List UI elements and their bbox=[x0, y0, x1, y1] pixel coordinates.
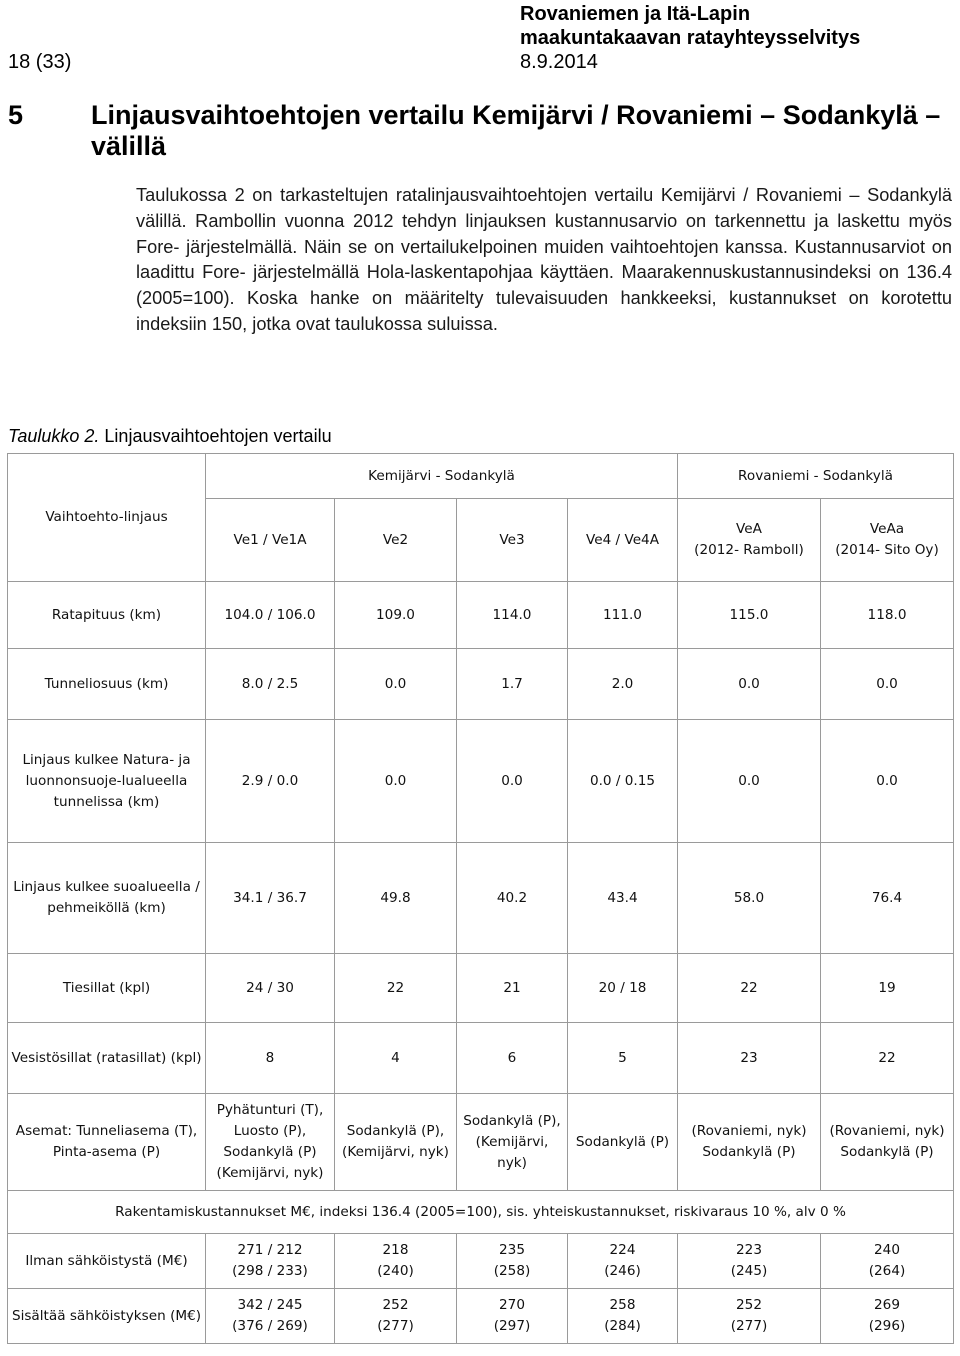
cost-value-index150: (298 / 233) bbox=[232, 1263, 308, 1279]
table-cell: 0.0 bbox=[678, 649, 821, 720]
table-cell: 0.0 bbox=[821, 720, 954, 843]
row-label-vesistosillat: Vesistösillat (ratasillat) (kpl) bbox=[8, 1023, 206, 1094]
table-cell: 111.0 bbox=[568, 582, 678, 649]
group-header-rovaniemi: Rovaniemi - Sodankylä bbox=[678, 454, 954, 499]
table-caption bbox=[8, 426, 332, 447]
table-cell: 58.0 bbox=[678, 843, 821, 954]
row-label-suo: Linjaus kulkee suoalueella / pehmeiköllä (km) bbox=[8, 843, 206, 954]
row-label-ratapituus: Ratapituus (km) bbox=[8, 582, 206, 649]
cost-value-index150: (277) bbox=[377, 1318, 414, 1334]
cost-value: 252 bbox=[382, 1297, 409, 1313]
col-header-ve4: Ve4 / Ve4A bbox=[568, 499, 678, 582]
table-cell: 104.0 / 106.0 bbox=[206, 582, 335, 649]
table-cell bbox=[678, 1234, 821, 1289]
document-title-line2: maakuntakaavan ratayhteysselvitys bbox=[520, 27, 861, 49]
table-cell: 8 bbox=[206, 1023, 335, 1094]
group-header-kemijarvi: Kemijärvi - Sodankylä bbox=[206, 454, 678, 499]
table-cell: 34.1 / 36.7 bbox=[206, 843, 335, 954]
table-cell: 0.0 / 0.15 bbox=[568, 720, 678, 843]
cost-value-index150: (277) bbox=[730, 1318, 768, 1334]
table-cell: 49.8 bbox=[335, 843, 457, 954]
chapter-title: Linjausvaihtoehtojen vertailu Kemijärvi / Rovaniemi – Sodankylä – välillä bbox=[91, 100, 941, 161]
table-cell: 2.0 bbox=[568, 649, 678, 720]
table-row-costs-header bbox=[8, 1191, 954, 1234]
table-cell: 22 bbox=[821, 1023, 954, 1094]
cost-value-index150: (264) bbox=[868, 1263, 906, 1279]
table-cell: 24 / 30 bbox=[206, 954, 335, 1023]
row-label-tiesillat: Tiesillat (kpl) bbox=[8, 954, 206, 1023]
table-cell: 40.2 bbox=[457, 843, 568, 954]
col-header-vea-note: (2012- Ramboll) bbox=[694, 542, 804, 558]
table-cell: 20 / 18 bbox=[568, 954, 678, 1023]
cost-value: 218 bbox=[382, 1242, 409, 1258]
table-cell: 43.4 bbox=[568, 843, 678, 954]
table-cell: 22 bbox=[335, 954, 457, 1023]
cost-value-index150: (245) bbox=[730, 1263, 768, 1279]
costs-header-cell: Rakentamiskustannukset M€, indeksi 136.4 (2005=100), sis. yhteiskustannukset, riskivaraus 10 %, alv 0 % bbox=[8, 1191, 954, 1234]
table-cell: 8.0 / 2.5 bbox=[206, 649, 335, 720]
col-header-ve3: Ve3 bbox=[457, 499, 568, 582]
table-row-suo bbox=[8, 843, 954, 954]
cost-value: 224 bbox=[609, 1242, 636, 1258]
table-header-row bbox=[8, 454, 954, 499]
col-header-vea-name: VeA bbox=[736, 521, 762, 537]
col-header-vea bbox=[678, 499, 821, 582]
table-cell: 0.0 bbox=[821, 649, 954, 720]
cost-value: 223 bbox=[736, 1242, 762, 1258]
table-row-ilman bbox=[8, 1234, 954, 1289]
comparison-table bbox=[7, 453, 954, 1344]
table-cell: 0.0 bbox=[335, 720, 457, 843]
table-cell: 23 bbox=[678, 1023, 821, 1094]
table-cell bbox=[457, 1289, 568, 1344]
chapter-number: 5 bbox=[8, 100, 24, 130]
table-cell: 114.0 bbox=[457, 582, 568, 649]
table-cell: 2.9 / 0.0 bbox=[206, 720, 335, 843]
table-cell: 76.4 bbox=[821, 843, 954, 954]
cost-value-index150: (240) bbox=[377, 1263, 414, 1279]
table-row-asemat bbox=[8, 1094, 954, 1191]
cost-value: 252 bbox=[736, 1297, 762, 1313]
cost-value-index150: (296) bbox=[868, 1318, 906, 1334]
cost-value-index150: (246) bbox=[604, 1263, 641, 1279]
table-cell: 4 bbox=[335, 1023, 457, 1094]
cost-value-index150: (297) bbox=[493, 1318, 531, 1334]
table-cell: Sodankylä (P) bbox=[568, 1094, 678, 1191]
body-paragraph: Taulukossa 2 on tarkasteltujen ratalinjausvaihtoehtojen vertailu Kemijärvi / Rovaniemi – Sodankylä välillä. Rambollin vuonna 2012 tehdyn linjauksen kustannusarvio on tarkennettu ja laskettu myös Fore- järjestelmällä. Näin se on vertailukelpoinen muiden vaihtoehtojen kanssa. Kustannusarviot on laadittu Fore- järjestelmällä Hola-laskentapohjaa käyttäen. Maarakennuskustannusindeksi on 136.4 (2005=100). Koska hanke on määritelty tulevaisuuden hankkeeksi, kustannukset on korotettu indeksiin 150, jotka ovat taulukossa suluissa. bbox=[136, 185, 952, 334]
table-cell: 0.0 bbox=[678, 720, 821, 843]
col-header-veaa-note: (2014- Sito Oy) bbox=[835, 542, 939, 558]
table-cell: 5 bbox=[568, 1023, 678, 1094]
table-row-vesistosillat bbox=[8, 1023, 954, 1094]
table-cell: (Rovaniemi, nyk) Sodankylä (P) bbox=[678, 1094, 821, 1191]
table-row-sisaltaa bbox=[8, 1289, 954, 1344]
table-cell: 118.0 bbox=[821, 582, 954, 649]
table-caption-text: Linjausvaihtoehtojen vertailu bbox=[104, 426, 332, 446]
col-header-veaa-name: VeAa bbox=[869, 521, 905, 537]
cost-value: 258 bbox=[609, 1297, 636, 1313]
table-cell: 0.0 bbox=[335, 649, 457, 720]
table-cell bbox=[568, 1289, 678, 1344]
cost-value: 270 bbox=[499, 1297, 525, 1313]
cost-value-index150: (258) bbox=[493, 1263, 531, 1279]
table-cell bbox=[335, 1289, 457, 1344]
col-header-ve2: Ve2 bbox=[335, 499, 457, 582]
cost-value: 235 bbox=[499, 1242, 525, 1258]
table-row-ratapituus bbox=[8, 582, 954, 649]
table-cell bbox=[821, 1234, 954, 1289]
table-cell bbox=[678, 1289, 821, 1344]
table-caption-label: Taulukko 2. bbox=[8, 426, 100, 446]
table-cell bbox=[821, 1289, 954, 1344]
table-cell: 1.7 bbox=[457, 649, 568, 720]
table-cell: Sodankylä (P), (Kemijärvi, nyk) bbox=[335, 1094, 457, 1191]
cost-value: 240 bbox=[874, 1242, 900, 1258]
cost-value: 271 / 212 bbox=[237, 1242, 303, 1258]
table-cell bbox=[568, 1234, 678, 1289]
table-cell: Pyhätunturi (T), Luosto (P), Sodankylä (P) (Kemijärvi, nyk) bbox=[206, 1094, 335, 1191]
document-title bbox=[520, 2, 950, 50]
document-title-line1: Rovaniemen ja Itä-Lapin bbox=[520, 3, 751, 25]
col-header-ve1: Ve1 / Ve1A bbox=[206, 499, 335, 582]
row-label-ilman: Ilman sähköistystä (M€) bbox=[8, 1234, 206, 1289]
table-cell: 6 bbox=[457, 1023, 568, 1094]
row-label-sisaltaa: Sisältää sähköistyksen (M€) bbox=[8, 1289, 206, 1344]
table-cell: 22 bbox=[678, 954, 821, 1023]
table-row-tunneliosuus bbox=[8, 649, 954, 720]
table-cell: 21 bbox=[457, 954, 568, 1023]
table-cell: 19 bbox=[821, 954, 954, 1023]
cost-value-index150: (284) bbox=[604, 1318, 641, 1334]
table-cell: 0.0 bbox=[457, 720, 568, 843]
table-cell bbox=[335, 1234, 457, 1289]
table-row-tiesillat bbox=[8, 954, 954, 1023]
cost-value-index150: (376 / 269) bbox=[232, 1318, 308, 1334]
row-label-natura: Linjaus kulkee Natura- ja luonnonsuoje-lualueella tunnelissa (km) bbox=[8, 720, 206, 843]
table-cell bbox=[206, 1289, 335, 1344]
page-number: 18 (33) bbox=[8, 51, 72, 73]
row-label-asemat: Asemat: Tunneliasema (T), Pinta-asema (P) bbox=[8, 1094, 206, 1191]
cost-value: 342 / 245 bbox=[237, 1297, 303, 1313]
table-cell: Sodankylä (P), (Kemijärvi, nyk) bbox=[457, 1094, 568, 1191]
document-date: 8.9.2014 bbox=[520, 51, 598, 73]
row-header-title-cell: Vaihtoehto-linjaus bbox=[8, 454, 206, 582]
row-label-tunneliosuus: Tunneliosuus (km) bbox=[8, 649, 206, 720]
table-cell: 115.0 bbox=[678, 582, 821, 649]
table-cell bbox=[206, 1234, 335, 1289]
table-row-natura bbox=[8, 720, 954, 843]
col-header-veaa bbox=[821, 499, 954, 582]
table-cell: 109.0 bbox=[335, 582, 457, 649]
cost-value: 269 bbox=[874, 1297, 900, 1313]
table-cell bbox=[457, 1234, 568, 1289]
table-cell: (Rovaniemi, nyk) Sodankylä (P) bbox=[821, 1094, 954, 1191]
